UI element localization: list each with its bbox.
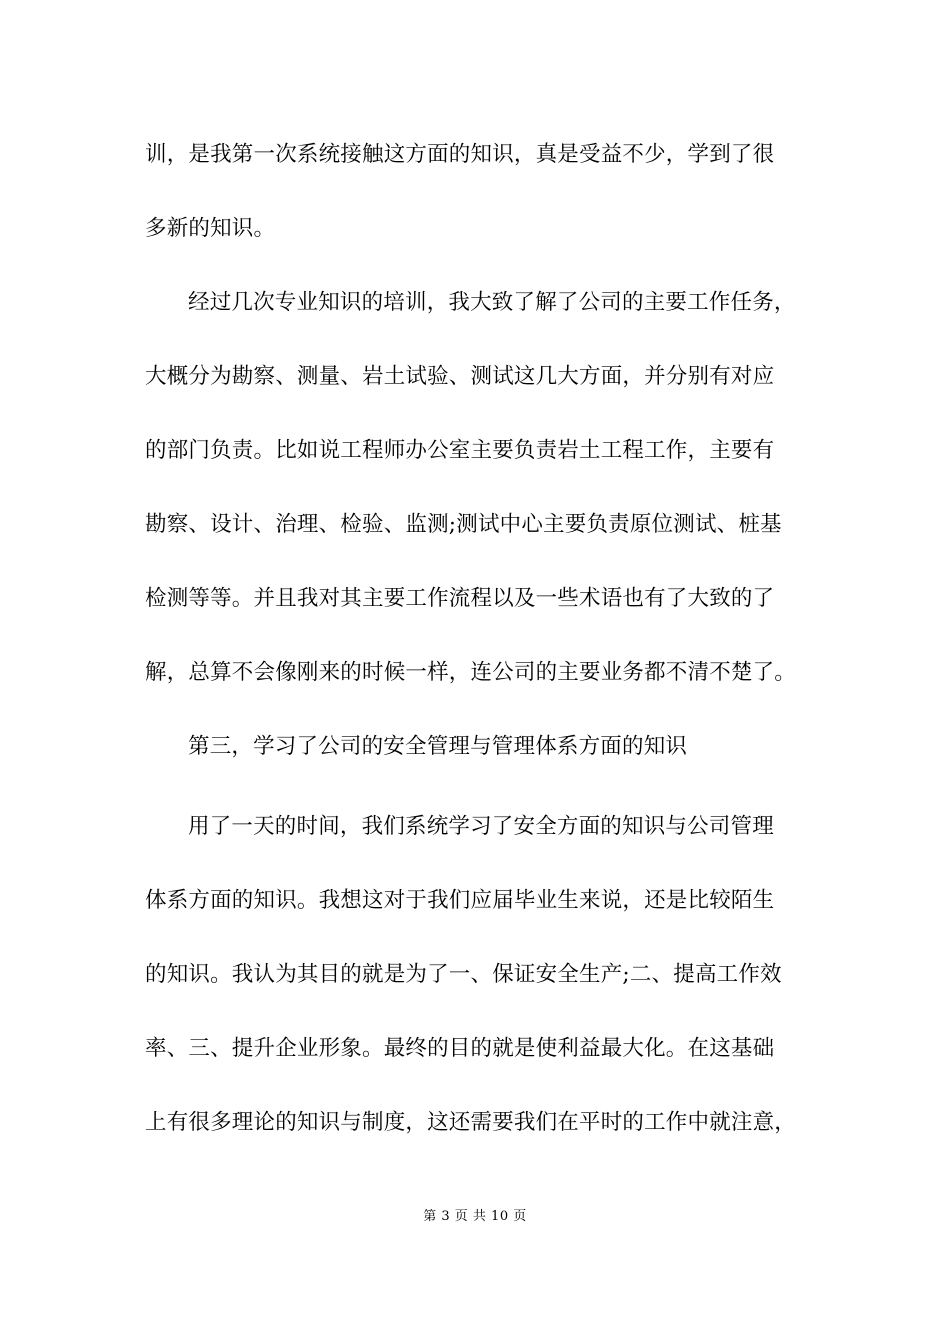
section-heading: 第三，学习了公司的安全管理与管理体系方面的知识 [188, 734, 688, 759]
body-text-line: 大概分为勘察、测量、岩土试验、测试这几大方面，并分别有对应 [145, 364, 775, 389]
paragraph-first-line: 经过几次专业知识的培训，我大致了解了公司的主要工作任务， [188, 290, 796, 315]
body-text-line: 训，是我第一次系统接触这方面的知识，真是受益不少，学到了很 [145, 142, 775, 167]
body-text-line: 检测等等。并且我对其主要工作流程以及一些术语也有了大致的了 [145, 586, 775, 611]
body-text-line: 体系方面的知识。我想这对于我们应届毕业生来说，还是比较陌生 [145, 888, 775, 913]
body-text-line: 的知识。我认为其目的就是为了一、保证安全生产;二、提高工作效 [145, 962, 782, 987]
page-number-footer: 第 3 页 共 10 页 [423, 1209, 527, 1224]
body-text-line: 勘察、设计、治理、检验、监测;测试中心主要负责原位测试、桩基 [145, 512, 782, 537]
body-text-line: 解，总算不会像刚来的时候一样，连公司的主要业务都不清不楚了。 [145, 660, 797, 685]
body-text-line: 上有很多理论的知识与制度，这还需要我们在平时的工作中就注意， [145, 1110, 797, 1135]
body-text-line: 率、三、提升企业形象。最终的目的就是使利益最大化。在这基础 [145, 1036, 775, 1061]
body-text-line: 的部门负责。比如说工程师办公室主要负责岩土工程工作，主要有 [145, 438, 775, 463]
body-text-line: 多新的知识。 [145, 216, 276, 241]
paragraph-first-line: 用了一天的时间，我们系统学习了安全方面的知识与公司管理 [188, 814, 774, 839]
